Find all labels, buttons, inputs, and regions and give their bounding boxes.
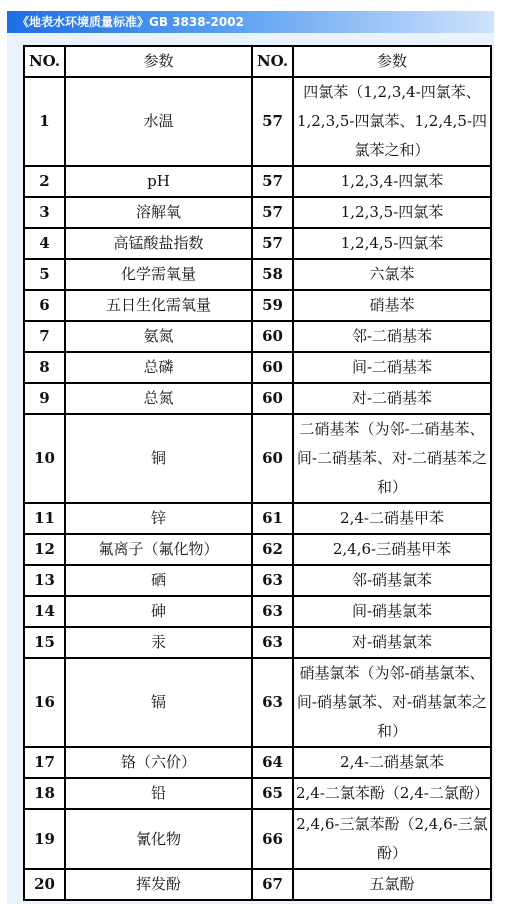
row-no: 7 xyxy=(24,321,65,352)
row-parameter-2: 邻-二硝基苯 xyxy=(293,321,491,352)
table-row xyxy=(24,627,491,658)
table-row xyxy=(24,534,491,565)
row-parameter: 汞 xyxy=(65,627,252,658)
row-parameter-2: 间-硝基氯苯 xyxy=(293,596,491,627)
row-no-2: 57 xyxy=(252,228,293,259)
parameter-table xyxy=(23,45,492,901)
table-row xyxy=(24,414,491,503)
row-no-2: 63 xyxy=(252,565,293,596)
header-param-1: 参数 xyxy=(65,46,252,77)
row-parameter-2: 二硝基苯（为邻-二硝基苯、间-二硝基苯、对-二硝基苯之和） xyxy=(293,414,491,503)
row-no: 9 xyxy=(24,383,65,414)
row-parameter: 总氮 xyxy=(65,383,252,414)
row-no-2: 58 xyxy=(252,259,293,290)
row-parameter-2: 硝基苯 xyxy=(293,290,491,321)
row-no-2: 65 xyxy=(252,778,293,809)
row-no: 4 xyxy=(24,228,65,259)
row-parameter: 总磷 xyxy=(65,352,252,383)
table-row xyxy=(24,503,491,534)
row-parameter: pH xyxy=(65,166,252,197)
row-no-2: 62 xyxy=(252,534,293,565)
row-parameter-2: 五氯酚 xyxy=(293,869,491,900)
row-no-2: 57 xyxy=(252,77,293,166)
row-no: 19 xyxy=(24,809,65,869)
row-no: 3 xyxy=(24,197,65,228)
row-parameter: 水温 xyxy=(65,77,252,166)
row-no: 5 xyxy=(24,259,65,290)
table-row xyxy=(24,197,491,228)
row-parameter: 氟离子（氟化物） xyxy=(65,534,252,565)
row-parameter-2: 2,4-二氯苯酚（2,4-二氯酚） xyxy=(293,778,491,809)
row-no-2: 63 xyxy=(252,627,293,658)
row-no-2: 60 xyxy=(252,414,293,503)
row-no: 6 xyxy=(24,290,65,321)
table-row xyxy=(24,166,491,197)
row-no: 8 xyxy=(24,352,65,383)
row-parameter: 氨氮 xyxy=(65,321,252,352)
row-parameter: 硒 xyxy=(65,565,252,596)
row-no: 14 xyxy=(24,596,65,627)
table-row xyxy=(24,352,491,383)
table-row xyxy=(24,658,491,747)
row-no-2: 63 xyxy=(252,596,293,627)
row-parameter-2: 六氯苯 xyxy=(293,259,491,290)
row-no: 16 xyxy=(24,658,65,747)
row-parameter-2: 对-硝基氯苯 xyxy=(293,627,491,658)
table-row xyxy=(24,747,491,778)
row-parameter-2: 2,4-二硝基氯苯 xyxy=(293,747,491,778)
row-parameter: 铜 xyxy=(65,414,252,503)
row-no-2: 64 xyxy=(252,747,293,778)
row-no: 15 xyxy=(24,627,65,658)
row-no: 10 xyxy=(24,414,65,503)
row-parameter: 镉 xyxy=(65,658,252,747)
row-no: 2 xyxy=(24,166,65,197)
row-parameter-2: 1,2,3,5-四氯苯 xyxy=(293,197,491,228)
row-parameter-2: 邻-硝基氯苯 xyxy=(293,565,491,596)
row-parameter: 挥发酚 xyxy=(65,869,252,900)
table-row xyxy=(24,321,491,352)
table-row xyxy=(24,869,491,900)
row-parameter: 氰化物 xyxy=(65,809,252,869)
row-no: 18 xyxy=(24,778,65,809)
table-row xyxy=(24,228,491,259)
table-row xyxy=(24,778,491,809)
row-no: 11 xyxy=(24,503,65,534)
row-no: 17 xyxy=(24,747,65,778)
row-parameter: 砷 xyxy=(65,596,252,627)
header-param-2: 参数 xyxy=(293,46,491,77)
row-no-2: 63 xyxy=(252,658,293,747)
row-parameter: 化学需氧量 xyxy=(65,259,252,290)
row-parameter-2: 四氯苯（1,2,3,4-四氯苯、1,2,3,5-四氯苯、1,2,4,5-四氯苯之和） xyxy=(293,77,491,166)
row-no-2: 60 xyxy=(252,321,293,352)
row-no: 13 xyxy=(24,565,65,596)
row-no-2: 59 xyxy=(252,290,293,321)
row-parameter: 锌 xyxy=(65,503,252,534)
row-parameter: 高锰酸盐指数 xyxy=(65,228,252,259)
row-parameter-2: 1,2,3,4-四氯苯 xyxy=(293,166,491,197)
row-parameter-2: 2,4,6-三氯苯酚（2,4,6-三氯酚） xyxy=(293,809,491,869)
table-row xyxy=(24,77,491,166)
row-parameter-2: 间-二硝基苯 xyxy=(293,352,491,383)
table-row xyxy=(24,596,491,627)
row-parameter: 铬（六价） xyxy=(65,747,252,778)
table-row xyxy=(24,809,491,869)
row-parameter-2: 对-二硝基苯 xyxy=(293,383,491,414)
row-parameter: 溶解氧 xyxy=(65,197,252,228)
row-no-2: 60 xyxy=(252,352,293,383)
table-header-row xyxy=(24,46,491,77)
row-no-2: 61 xyxy=(252,503,293,534)
row-no-2: 66 xyxy=(252,809,293,869)
table-row xyxy=(24,565,491,596)
table-title-banner: 《地表水环境质量标准》GB 3838-2002 xyxy=(7,11,494,33)
table-row xyxy=(24,259,491,290)
row-no: 12 xyxy=(24,534,65,565)
row-parameter-2: 2,4,6-三硝基甲苯 xyxy=(293,534,491,565)
row-no-2: 67 xyxy=(252,869,293,900)
row-no: 20 xyxy=(24,869,65,900)
row-parameter: 五日生化需氧量 xyxy=(65,290,252,321)
row-no: 1 xyxy=(24,77,65,166)
table-row xyxy=(24,383,491,414)
row-parameter: 铅 xyxy=(65,778,252,809)
header-no-2: NO. xyxy=(252,46,293,77)
row-no-2: 60 xyxy=(252,383,293,414)
row-no-2: 57 xyxy=(252,197,293,228)
row-parameter-2: 1,2,4,5-四氯苯 xyxy=(293,228,491,259)
row-no-2: 57 xyxy=(252,166,293,197)
table-row xyxy=(24,290,491,321)
row-parameter-2: 2,4-二硝基甲苯 xyxy=(293,503,491,534)
row-parameter-2: 硝基氯苯（为邻-硝基氯苯、间-硝基氯苯、对-硝基氯苯之和） xyxy=(293,658,491,747)
header-no-1: NO. xyxy=(24,46,65,77)
